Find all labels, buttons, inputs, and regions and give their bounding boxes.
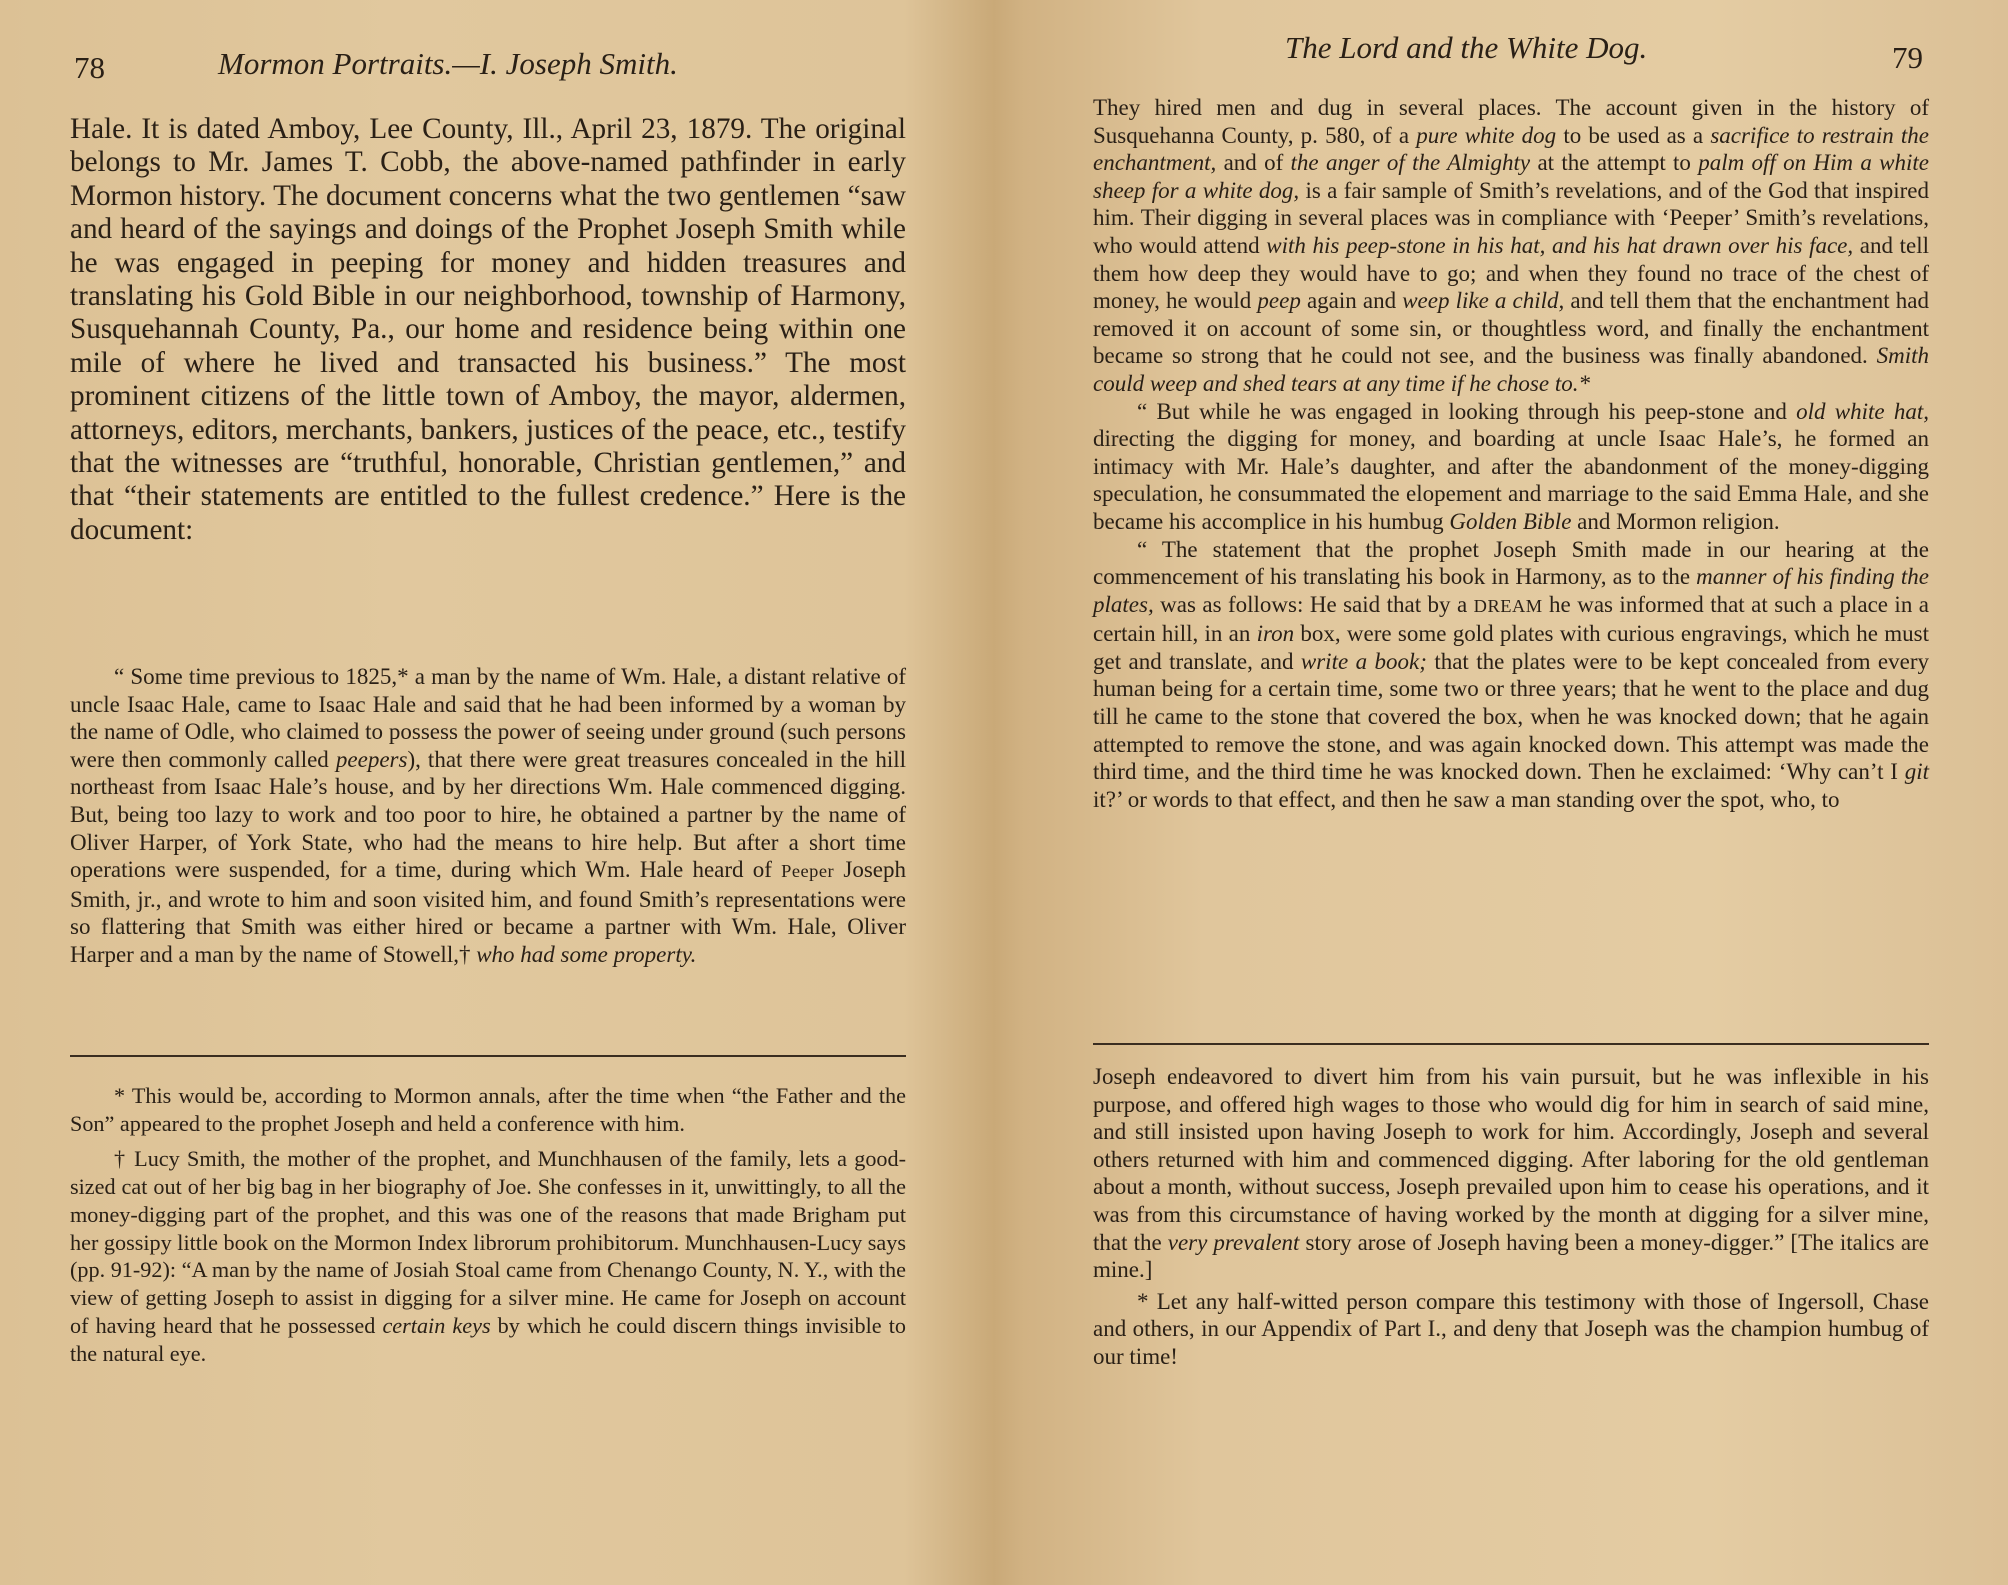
footnote-text: story arose of Joseph having been a money-digger.” [The italics are mine.] xyxy=(1093,1229,1929,1283)
paragraph-text: that the plates were to be kept concealed from every human being for a certain time, some two or three years; that he went to the place and dug till he came to the stone that covered the box, when he was knocked down; that he again attempted to remove the stone, and was again knocked down. This attempt was made the third time, and the third time he was knocked down. Then he exclaimed: ‘Why can’t I xyxy=(1093,648,1930,785)
paragraph-italic: git xyxy=(1904,759,1929,785)
footnote-italic: certain keys xyxy=(382,1313,491,1339)
paragraph-italic: Golden Bible xyxy=(1449,508,1572,534)
left-running-head: Mormon Portraits.—I. Joseph Smith. xyxy=(218,46,678,81)
paragraph-italic: Smith could weep and shed tears at any time if he chose to.* xyxy=(1093,343,1929,396)
right-footnote-continuation xyxy=(1093,1063,1929,1284)
paragraph-italic: peep xyxy=(1257,288,1301,314)
paragraph-text: he was informed that at such a place in a certain hill, in an xyxy=(1093,591,1929,647)
right-main-text xyxy=(1093,94,1929,813)
quote-small-caps: Peeper xyxy=(781,861,835,882)
left-footnotes xyxy=(70,1082,906,1368)
paragraph-text: “ But while he was engaged in looking through his peep-stone and xyxy=(1137,398,1797,424)
left-main-text: Hale. It is dated Amboy, Lee County, Ill., April 23, 1879. The original belongs to Mr. James T. Cobb, the above-named pathfinder in early Mormon history. The document concerns what the two gentlemen “saw and heard of the sayings and doings of the Prophet Joseph Smith while he was engaged in peeping for money and hidden treasures and translating his Gold Bible in our neighborhood, township of Harmony, Susquehannah County, Pa., our home and residence being within one mile of where he lived and transacted his business.” The most prominent citizens of the little town of Amboy, the mayor, aldermen, attorneys, editors, merchants, bankers, justices of the peace, etc., testify that the witnesses are “truthful, honorable, Christian gentlemen,” and that “their statements are entitled to the fullest credence.” Here is the document: xyxy=(70,113,906,546)
left-page-number: 78 xyxy=(74,50,105,85)
footnote-text: by which he could discern things invisible to the natural eye. xyxy=(70,1313,906,1367)
paragraph-text: They hired men and dug in several places. The account given in the history of Susquehanna County, p. 580, of a xyxy=(1093,95,1929,148)
quote-text: Joseph Smith, jr., and wrote to him and soon visited him, and found Smith’s representations were so flattering that Smith was either hired or became a partner with Wm. Hale, Oliver Harper and a man by the name of Stowell,† xyxy=(70,857,906,967)
paragraph-text: it?’ or words to that effect, and then he saw a man standing over the spot, who, to xyxy=(1093,786,1840,812)
paragraph-text: again and xyxy=(1300,288,1403,314)
paragraph-text: “ The statement that the prophet Joseph Smith made in our hearing at the commencement of his translating his book in Harmony, as to the xyxy=(1093,536,1929,590)
right-footnote-star: * Let any half-witted person compare this testimony with those of Ingersoll, Chase and others, in our Appendix of Part I., and deny that Joseph was the champion humbug of our time! xyxy=(1093,1288,1929,1369)
paragraph-text: and Mormon religion. xyxy=(1571,508,1780,534)
paragraph-italic: pure white dog xyxy=(1416,122,1557,148)
paragraph-text: to be used as a xyxy=(1556,122,1711,148)
quote-italic: who had some property. xyxy=(476,941,697,967)
paragraph-italic: palm off on Him a white sheep for a white dog, xyxy=(1093,150,1929,203)
left-main-paragraph xyxy=(70,113,906,547)
paragraph-text: at the attempt to xyxy=(1530,150,1699,176)
paragraph-italic: the anger of the Almighty xyxy=(1290,150,1531,176)
footnote-italic: very prevalent xyxy=(1167,1229,1300,1255)
quote-italic: peepers xyxy=(335,746,408,772)
right-paragraph-1 xyxy=(1093,94,1929,398)
paragraph-italic: sacrifice to restrain the enchantment, xyxy=(1093,122,1929,176)
footnote-text: † Lucy Smith, the mother of the prophet, and Munchhausen of the family, lets a good-sized cat out of her big bag in her biography of Joe. She confesses in it, unwittingly, to all the money-digging part of the prophet, and this was one of the reasons that made Brigham put her gossipy little book on the Mormon Index librorum prohibitorum. Munchhausen-Lucy says (pp. 91-92): “A man by the name of Josiah Stoal came from Chenango County, N. Y., with the view of getting Joseph to assist in digging for a silver mine. He came for Joseph on account of having heard that he possessed xyxy=(70,1145,906,1339)
right-paragraph-2 xyxy=(1093,398,1929,536)
paragraph-small-caps: DREAM xyxy=(1473,595,1543,616)
quote-text: ), that there were great treasures concealed in the hill northeast from Isaac Hale’s house, and by her directions Wm. Hale commenced digging. But, being too lazy to work and too poor to hire, he obtained a partner by the name of Oliver Harper, of York State, who had the means to hire help. But after a short time operations were suspended, for a time, during which Wm. Hale heard of xyxy=(70,746,907,883)
footnote-text: Joseph endeavored to divert him from his vain pursuit, but he was inflexible in his purpose, and offered high wages to those who would dig for him in search of said mine, and still insisted upon having Joseph to work for him. Accordingly, Joseph and several others returned with him and commenced digging. After laboring for the old gentleman about a month, without success, Joseph prevailed upon him to cease his operations, and it was from this circumstance of having worked by the month at digging for a silver mine, that the xyxy=(1093,1064,1929,1255)
right-running-head: The Lord and the White Dog. xyxy=(1285,30,1648,65)
paragraph-text: is a fair sample of Smith’s revelations, and of the God that inspired him. Their digging in several places was in compliance with ‘Peeper’ Smith’s revelations, who would attend xyxy=(1093,177,1929,258)
footnote-divider xyxy=(70,1055,906,1057)
left-footnote-2 xyxy=(70,1145,906,1368)
right-page xyxy=(1004,0,2008,1585)
paragraph-italic: old white hat, xyxy=(1796,398,1929,424)
footnote-divider xyxy=(1093,1043,1929,1045)
right-page-number: 79 xyxy=(1892,40,1923,75)
paragraph-text: directing the digging for money, and boarding at uncle Isaac Hale’s, he formed an intimacy with Mr. Hale’s daughter, and after the abandonment of the money-digging speculation, he consummated the elopement and marriage to the said Emma Hale, and she became his accomplice in his humbug xyxy=(1093,426,1929,534)
paragraph-italic: weep like a child, xyxy=(1402,288,1565,314)
paragraph-text: and tell them that the enchantment had removed it on account of some sin, or thoughtless word, and finally the enchantment became so strong that he could not see, and the business was finally abandoned. xyxy=(1093,288,1929,369)
left-footnote-1: * This would be, according to Mormon annals, after the time when “the Father and the Son” appeared to the prophet Joseph and held a conference with him. xyxy=(70,1083,906,1136)
paragraph-italic: manner of his finding the plates, xyxy=(1093,564,1929,617)
paragraph-italic: write a book; xyxy=(1300,648,1427,674)
left-quote-block xyxy=(70,663,906,969)
right-paragraph-3 xyxy=(1093,536,1929,814)
paragraph-text: and of xyxy=(1216,150,1291,176)
paragraph-italic: with his peep-stone in his hat, and his hat drawn over his face, xyxy=(1266,232,1854,258)
right-footnote-block xyxy=(1093,1063,1929,1371)
paragraph-text: and tell them how deep they would have to go; and when they found no trace of the chest of money, he would xyxy=(1093,232,1930,314)
left-quote-paragraph xyxy=(70,663,906,969)
quote-text: “ Some time previous to 1825,* a man by the name of Wm. Hale, a distant relative of uncle Isaac Hale, came to Isaac Hale and said that he had been informed by a woman by the name of Odle, who claimed to possess the power of seeing under ground (such persons were then commonly called xyxy=(70,664,906,772)
paragraph-text: was as follows: He said that by a xyxy=(1153,591,1474,617)
paragraph-italic: iron xyxy=(1256,621,1295,647)
paragraph-text: box, were some gold plates with curious engravings, which he must get and translate, and xyxy=(1093,621,1930,674)
